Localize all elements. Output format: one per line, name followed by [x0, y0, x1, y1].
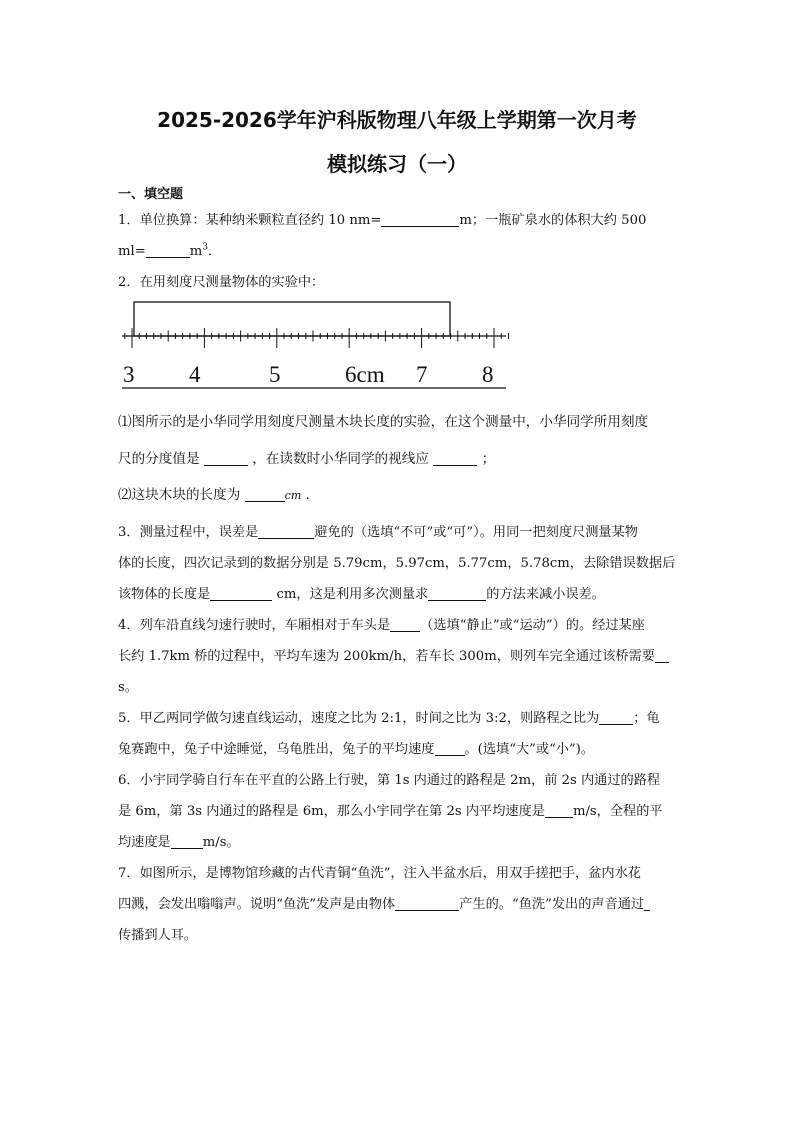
q5-text-d: 。(选填“大”或“小”)。 [464, 742, 595, 757]
q7-blank-1 [395, 896, 459, 911]
q1-exponent: 3 [202, 242, 209, 253]
q7-text-c: 产生的。“鱼洗”发出的声音通过 [459, 897, 645, 912]
q3-text-b: 避免的（选填“不可”或“可”）。用同一把刻度尺测量某物 [314, 525, 638, 540]
ruler-label-7: 7 [416, 362, 428, 387]
q2-text-p2b: ． [305, 487, 320, 503]
q4-blank-1 [390, 617, 420, 632]
section-heading: 一、填空题 [118, 187, 184, 202]
q1-text-c: ml= [118, 244, 146, 259]
q1-text-a: 1．单位换算：某种纳米颗粒直径约 10 nm= [118, 213, 382, 228]
q2-unit: cm [284, 489, 302, 502]
q3-line-3 [118, 583, 605, 602]
q7-line-1: 7．如图所示，是博物馆珍藏的古代青铜“鱼洗”，注入半盆水后，用双手搓把手，盆内水花 [118, 866, 641, 881]
title-line-1: 2025-2026学年沪科版物理八年级上学期第一次月考 [157, 108, 637, 132]
q7-line-3: 传播到人耳。 [118, 928, 198, 943]
q4-text-b: （选填“静止”或“运动”）的。经过某座 [420, 618, 645, 633]
q2-text-p1c: ，在读数时小华同学的视线应 [252, 451, 429, 467]
q2-intro: 2．在用刻度尺测量物体的实验中： [118, 275, 325, 290]
q6-blank-2 [171, 834, 203, 849]
q2-text-p2a: ⑵这块木块的长度为 [118, 487, 241, 503]
ruler-label-6cm: 6cm [345, 362, 385, 387]
q6-text-e: m/s。 [202, 835, 240, 850]
q1-blank-2 [146, 243, 190, 258]
q6-line-2 [118, 800, 663, 819]
q3-text-d: 该物体的长度是 [118, 587, 211, 602]
q6-line-1: 6．小宇同学骑自行车在平直的公路上行驶，第 1s 内通过的路程是 2m，前 2s 内通过的路程 [118, 773, 661, 788]
q5-blank-1 [599, 710, 633, 725]
q7-text-b: 四溅，会发出嗡嗡声。说明“鱼洗”发声是由物体 [118, 897, 396, 912]
q5-line-2 [118, 738, 594, 757]
q1-line-2 [118, 240, 221, 259]
q3-text-a: 3．测量过程中，误差是 [118, 525, 259, 540]
q6-text-b: 是 6m，第 3s 内通过的路程是 6m，那么小宇同学在第 2s 内平均速度是 [118, 804, 545, 819]
q1-text-e: ． [208, 244, 222, 259]
q6-blank-1 [545, 803, 573, 818]
q4-text-c: 长约 1.7km 桥的过程中，平均车速为 200km/h，若车长 300m，则列车完全通过该桥需要 [118, 649, 655, 664]
q3-text-e: cm，这是利用多次测量求 [272, 587, 429, 602]
q5-text-a: 5．甲乙两同学做匀速直线运动，速度之比为 2:1，时间之比为 3:2，则路程之比为 [118, 711, 600, 726]
ruler-figure [118, 298, 518, 394]
q5-line-1 [118, 707, 660, 726]
q5-text-c: 兔赛跑中，兔子中途睡觉，乌龟胜出，兔子的平均速度 [118, 742, 435, 757]
q6-text-c: m/s，全程的平 [572, 804, 663, 819]
q3-text-f: 的方法来减小误差。 [486, 587, 605, 602]
q4-line-3: s。 [118, 680, 138, 695]
q6-text-d: 均速度是 [118, 835, 171, 850]
q2-part2-line [118, 483, 319, 503]
q7-line-2 [118, 893, 650, 912]
ruler-svg [118, 298, 518, 390]
q2-blank-2 [433, 451, 477, 466]
q2-blank-3 [245, 487, 285, 502]
q5-blank-2 [435, 741, 465, 756]
q7-blank-2 [644, 896, 650, 911]
q1-text-b: m；一瓶矿泉水的体积大约 500 [459, 213, 647, 228]
q2-text-p1b: 尺的分度值是 [118, 451, 200, 467]
q1-blank-1 [381, 212, 459, 227]
q1-line-1 [118, 209, 646, 228]
q1-text-d: m [189, 244, 203, 259]
q3-blank-1 [258, 524, 314, 539]
q2-blank-1 [204, 451, 248, 466]
q4-line-2 [118, 645, 669, 664]
ruler-label-3: 3 [123, 362, 135, 387]
wood-block [134, 302, 450, 336]
q2-part1-line-2 [118, 447, 495, 467]
q2-part1-line-1: ⑴图所示的是小华同学用刻度尺测量木块长度的实验，在这个测量中，小华同学所用刻度 [118, 414, 649, 430]
q4-text-a: 4．列车沿直线匀速行驶时，车厢相对于车头是 [118, 618, 391, 633]
q5-text-b: ；龟 [633, 711, 660, 726]
q3-blank-3 [428, 586, 486, 601]
q3-blank-2 [210, 586, 272, 601]
ruler-label-4: 4 [189, 362, 201, 387]
title-line-2: 模拟练习（一） [327, 152, 467, 176]
q4-line-1 [118, 614, 645, 633]
q4-blank-2 [655, 648, 669, 663]
ruler-label-5: 5 [269, 362, 281, 387]
q6-line-3 [118, 831, 240, 850]
q3-line-1 [118, 521, 638, 540]
q2-text-p1d: ； [481, 451, 496, 467]
q3-line-2: 体的长度，四次记录到的数据分别是 5.79cm，5.97cm，5.77cm，5.78cm，去除错误数据后 [118, 556, 676, 571]
ruler-label-8: 8 [482, 362, 494, 387]
